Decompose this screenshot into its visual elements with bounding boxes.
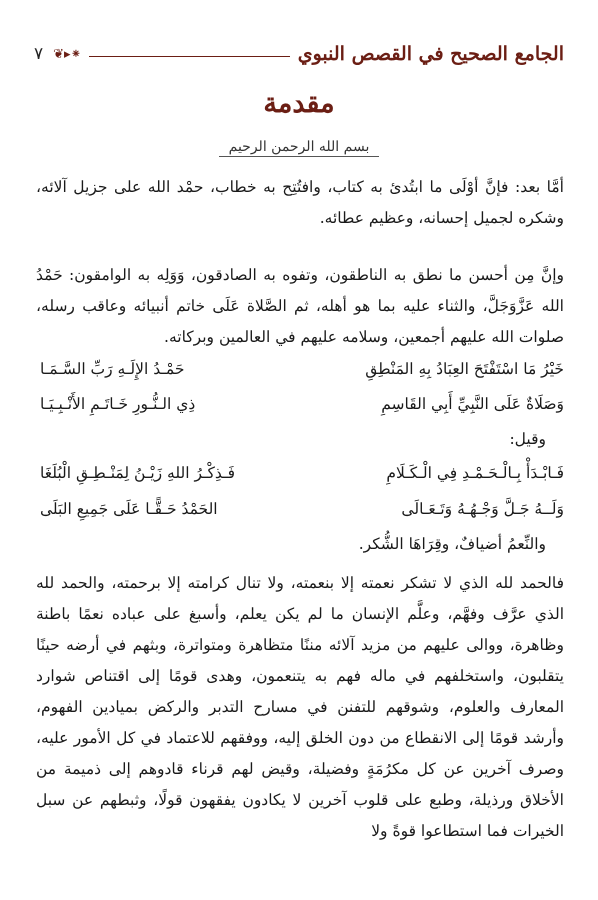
verse-first-hemistich: وَلَــهُ جَـلَّ وَجْـهُـهُ وَتَـعَـالَى: [401, 500, 564, 518]
ornament-icon: ⁕▸❦: [53, 46, 82, 62]
paragraph-main: فالحمد لله الذي لا تشكر نعمته إلا بنعمته، ولا تنال كرامته إلا برحمته، والحمد لله الذي عرَّف وفهَّم، وعلَّم الإنسان ما لم يكن يعلم، وأسبغ على عباده نعمًا باطنة وظاهرة، ووالى عليهم من مزيد آلائه مننًا متظاهرة ومتواترة، وبثهم في أرضه حينًا يتقلبون، واستخلفهم في ماله فهم به يتنعمون، وهدى قومًا إلى اقتناص شوارد المعارف والعلوم، وشوقهم للتفنن في مسارح التدبر والركض بميادين الفهوم، وأرشد قومًا إلى الانقطاع من دون الخلق إليه، ووفقهم للاعتماد في كل الأمور عليه، وصرف آخرين عن كل مكرُمَةٍ وفضيلة، وقيض لهم قرناء قادوهم إلى ذميمة من الأخلاق ورذيلة، وطبع على قلوب آخرين لا يكادون يفقهون قولًا، وثبطهم عن سبل الخيرات فما استطاعوا قوةً ولا: [36, 574, 564, 840]
verse-line: [40, 395, 564, 425]
verse-second-hemistich: الحَمْدُ حَـقًّـا عَلَى جَمِيعِ البَلَى: [40, 500, 218, 518]
section-title: مقدمة: [263, 88, 335, 119]
verse-second-hemistich: فَـذِكْـرُ اللهِ زَيْـنُ لِمَنْـطِـقِ الْبُلَغَا: [40, 464, 235, 482]
verse-first-hemistich: خَيْرُ مَا اسْتَفْتَحَ العِبَادُ بِهِ المَنْطِقِ: [365, 360, 564, 378]
proverb-line: والنِّعمُ أضيافٌ، وقِرَاهَا الشُّكر.: [358, 535, 546, 553]
paragraph-opening: أمَّا بعد: فإنَّ أوْلَى ما ابتُدئ به كتاب، وافتُتِح به خطاب، حمْد الله على جزيل آلائه، وشكره لجميل إحسانه، وعظيم عطائه.: [36, 178, 564, 227]
verse-intro: وقيل:: [509, 430, 546, 448]
basmala-text: بسم الله الرحمن الرحيم: [219, 139, 380, 157]
verse-line: [40, 500, 564, 530]
verse-line: [40, 464, 564, 494]
paragraph-praise: وإنَّ مِن أحسن ما نطق به الناطقون، وتفوه به الصادقون، وَوَلِه به الوامقون: حَمْدُ الله عَزَّوَجَلَّ، والثناء عليه بما هو أهله، ثم الصَّلاة عَلَى خاتم أنبيائه وعاقب رسله، صلوات الله عليهم أجمعين، وسلامه عليهم في العالمين وبركاته.: [36, 266, 564, 346]
page-number: ٧: [34, 44, 44, 64]
verse-second-hemistich: حَمْـدُ الإِلَـهِ رَبِّ السَّـمَـا: [40, 360, 185, 378]
header-divider: [89, 56, 289, 57]
verse-second-hemistich: ذِي الـنُّـورِ خَـاتَـمِ الأَنْـبِـيَـا: [40, 395, 196, 413]
running-title: الجامع الصحيح في القصص النبوي: [297, 43, 564, 65]
page-header: [30, 34, 564, 74]
verse-line: [40, 360, 564, 390]
basmala: [0, 139, 598, 155]
verse-first-hemistich: فَـابْـدَأْ بِـالْـحَـمْـدِ فِي الْـكَـلَامِ: [386, 464, 564, 482]
verse-first-hemistich: وَصَلَاةٌ عَلَى النَّبِيِّ أَبِي القَاسِمِ: [381, 395, 564, 413]
